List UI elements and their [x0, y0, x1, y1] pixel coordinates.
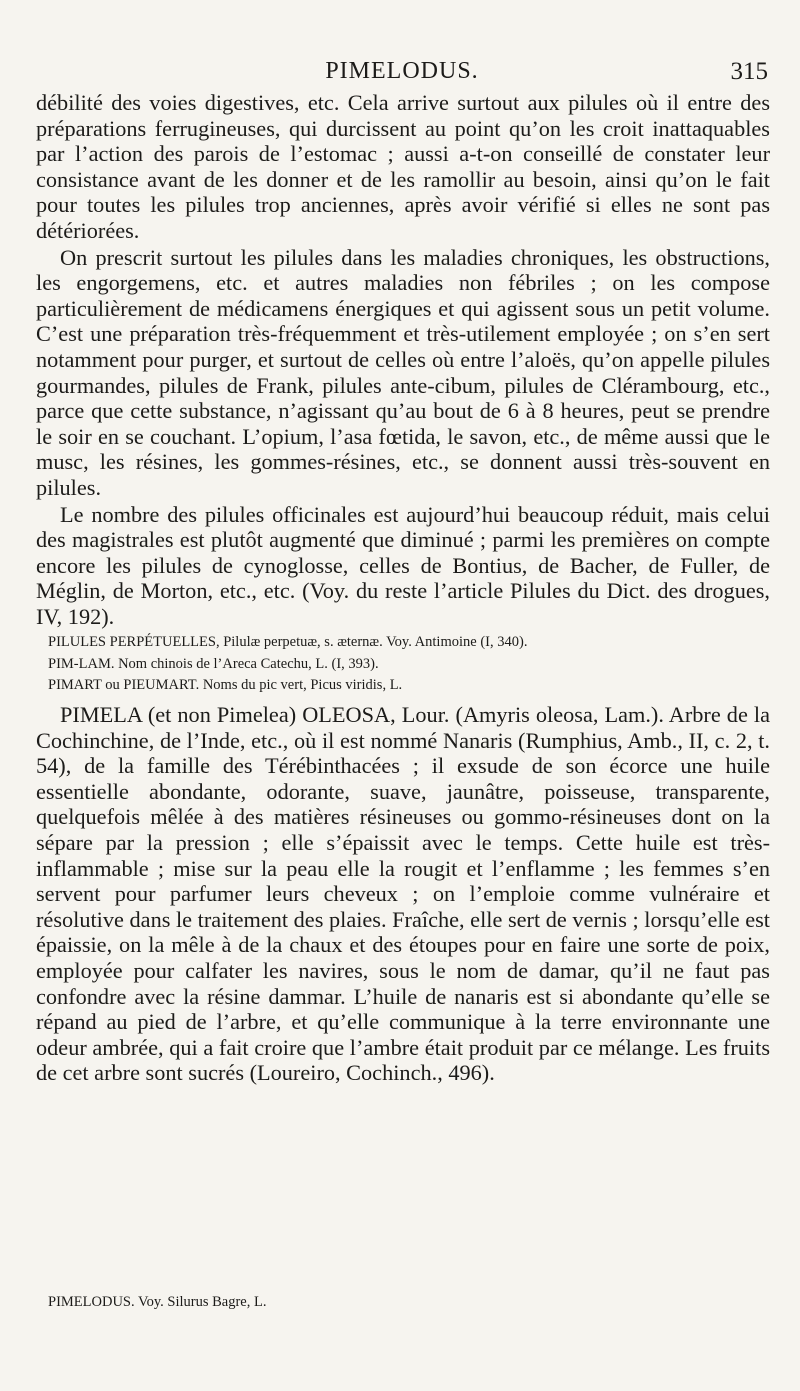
- paragraph-continuation: débilité des voies digestives, etc. Cela arrive surtout aux pilules où il entre des préparations ferrugineuses, qui durcissent au point qu’on les croit inattaquables par l’action des parois de l’estomac ; aussi a-t-on conseillé de constater leur consistance avant de les donner et de les ramollir au besoin, ainsi qu’on le fait pour toutes les pilules trop anciennes, après avoir vérifié si elles ne sont pas détériorées.: [36, 90, 770, 243]
- page-number: 315: [730, 58, 768, 85]
- entry-pimela-oleosa: PIMELA (et non Pimelea) OLEOSA, Lour. (Amyris oleosa, Lam.). Arbre de la Cochinchine, de l’Inde, etc., où il est nommé Nanaris (Rumphius, Amb., II, c. 2, t. 54), de la famille des Térébinthacées ; il exsude de son écorce une huile essentielle abondante, odorante, suave, jaunâtre, poisseuse, transparente, quelquefois mêlée à des matières résineuses ou gommo-résineuses dont on la sépare par la pression ; elle s’épaissit avec le temps. Cette huile est très-inflammable ; mise sur la peau elle la rougit et l’enflamme ; les femmes s’en servent pour parfumer leurs cheveux ; on l’emploie comme vulnéraire et résolutive dans le traitement des plaies. Fraîche, elle sert de vernis ; lorsqu’elle est épaissie, on la mêle à de la chaux et des étoupes pour en faire une sorte de poix, employée pour calfater les navires, sous le nom de damar, qu’il ne faut pas confondre avec la résine dammar. L’huile de nanaris est si abondante qu’elle se répand au pied de l’arbre, et qu’elle communique à la terre environnante une odeur ambrée, qui a fait croire que l’ambre était produit par ce mélange. Les fruits de cet arbre sont sucrés (Loureiro, Cochinch., 496).: [36, 701, 770, 1086]
- entry-pim-lam: PIM-LAM. Nom chinois de l’Areca Catechu, L. (I, 393).: [48, 655, 379, 672]
- entry-pimelodus: PIMELODUS. Voy. Silurus Bagre, L.: [48, 1294, 267, 1310]
- body-text: [36, 90, 770, 1086]
- entry-pilules-perpetuelles: PILULES PERPÉTUELLES, Pilulæ perpetuæ, s. æternæ. Voy. Antimoine (I, 340).: [48, 634, 528, 651]
- paragraph-pilules-prescription: On prescrit surtout les pilules dans les maladies chroniques, les obstructions, les engorgemens, etc. et autres maladies non fébriles ; on les compose particulièrement de médicamens énergiques et qui agissent sous un petit volume. C’est une préparation très-fréquemment et très-utilement employée ; on s’en sert notamment pour purger, et surtout de celles où entre l’aloës, qu’on appelle pilules gourmandes, pilules de Frank, pilules ante-cibum, pilules de Clérambourg, etc., parce que cette substance, n’agissant qu’au bout de 6 à 8 heures, peut se prendre le soir en se couchant. L’opium, l’asa fœtida, le savon, etc., de même aussi que le musc, les résines, les gommes-résines, etc., se donnent aussi très-souvent en pilules.: [36, 244, 770, 500]
- page-header: [36, 58, 768, 92]
- paragraph-pilules-officinales: Le nombre des pilules officinales est aujourd’hui beaucoup réduit, mais celui des magistrales est plutôt augmenté que diminué ; parmi les premières on compte encore les pilules de cynoglosse, celles de Bontius, de Bacher, de Fuller, de Méglin, de Morton, etc., etc. (Voy. du reste l’article Pilules du Dict. des drogues, IV, 192).: [36, 501, 770, 629]
- running-title: PIMELODUS.: [325, 58, 479, 84]
- small-entries: [36, 632, 770, 697]
- entry-pimart: PIMART ou PIEUMART. Noms du pic vert, Picus viridis, L.: [48, 677, 403, 694]
